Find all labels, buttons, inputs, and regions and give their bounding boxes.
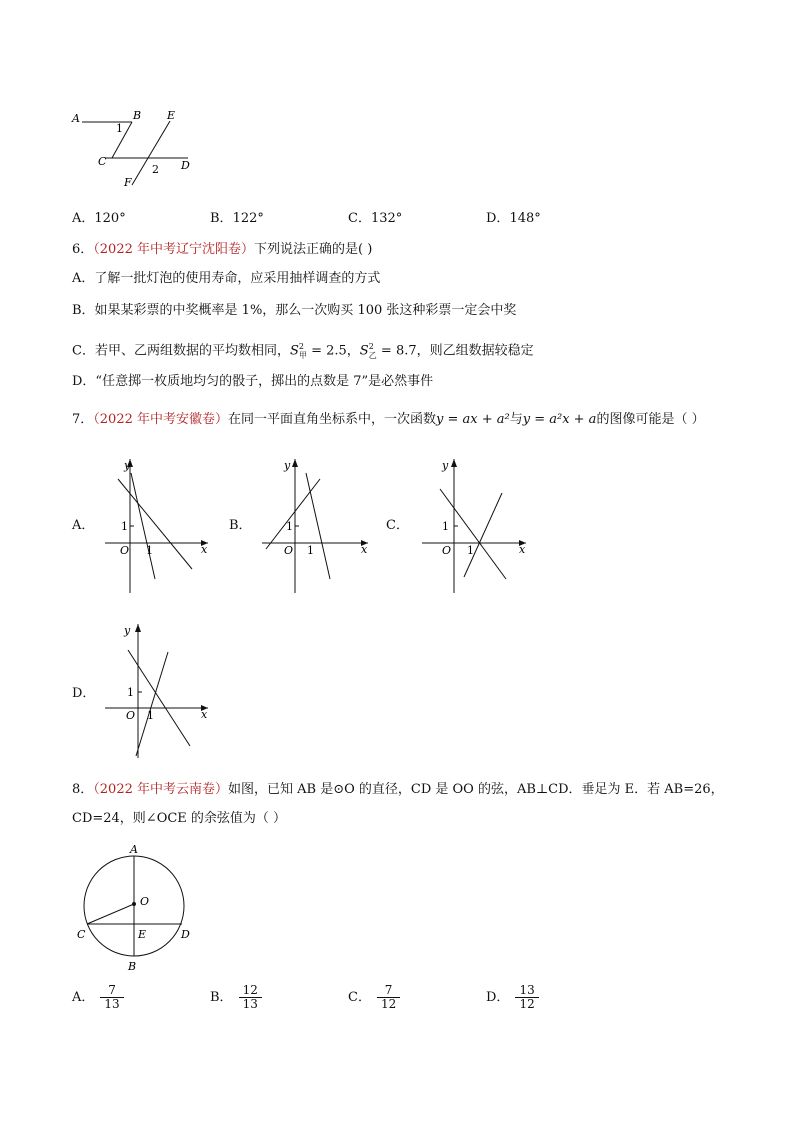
option-letter: B．: [210, 990, 233, 1005]
angle-2-label: 2: [152, 163, 159, 176]
option-text: C．若甲、乙两组数据的平均数相同，: [72, 343, 290, 359]
x-tick-1: 1: [146, 544, 153, 557]
equation-1: y = ax + a²: [436, 412, 510, 427]
option-letter: C．: [348, 211, 371, 226]
label-B: B: [128, 960, 137, 973]
option-text: 132°: [370, 211, 403, 226]
fraction: [102, 984, 121, 1011]
numerator: 12: [242, 983, 258, 997]
q5-option-b[interactable]: [210, 207, 264, 226]
option-letter: B．: [210, 211, 233, 226]
angle-1-label: 1: [116, 122, 123, 135]
option-text: = 8.7，则乙组数据较稳定: [376, 343, 534, 359]
q8-circle-figure: [72, 838, 202, 978]
label-C: C: [77, 928, 86, 941]
label-E: E: [138, 928, 147, 941]
q7-graph-a[interactable]: [100, 455, 215, 595]
question-text: 的图像可能是（ ）: [596, 412, 705, 427]
q8-option-a[interactable]: [72, 984, 122, 1011]
origin-label: O: [284, 544, 294, 557]
q6-stem: [72, 241, 372, 259]
label-O: O: [140, 895, 150, 908]
question-source: （2022 年中考云南卷）: [93, 782, 228, 797]
x-axis-label: x: [519, 543, 526, 556]
y-axis-label: y: [442, 459, 449, 472]
x-axis-label: x: [201, 708, 208, 721]
q6-option-b[interactable]: B．如果某彩票的中奖概率是 1%，那么一次购买 100 张这种彩票一定会中奖: [72, 303, 517, 318]
denominator: 12: [380, 997, 397, 1011]
variance-subscript: 乙: [368, 350, 377, 360]
fraction: [379, 984, 398, 1011]
q6-option-a[interactable]: A．了解一批灯泡的使用寿命，应采用抽样调查的方式: [72, 271, 381, 286]
q7-option-c-label[interactable]: C．: [386, 518, 409, 533]
option-text: = 2.5，: [306, 343, 360, 359]
option-text: 120°: [94, 211, 126, 226]
label-D: D: [181, 928, 190, 941]
question-number: 6．: [72, 242, 94, 257]
option-letter: D．: [486, 990, 510, 1005]
question-text: 在同一平面直角坐标系中，一次函数: [228, 412, 437, 427]
numerator: 7: [108, 983, 116, 997]
y-axis-label: y: [284, 459, 291, 472]
q5-option-c[interactable]: [348, 207, 402, 226]
label-B: B: [133, 109, 142, 122]
label-A: A: [72, 112, 80, 125]
variance-symbol: S: [359, 343, 369, 359]
question-text: 如图，已知 AB 是⊙O 的直径，CD 是 OO 的弦，AB⊥CD．垂足为 E．若 AB=26，: [228, 782, 724, 797]
option-letter: D．: [486, 211, 510, 226]
numerator: 7: [384, 983, 393, 997]
origin-label: O: [120, 544, 130, 557]
question-source: （2022 年中考安徽卷）: [93, 412, 228, 427]
fraction: [241, 984, 260, 1011]
equation-2: y = a²x + a: [522, 412, 597, 427]
label-D: D: [181, 159, 190, 172]
numerator: 13: [519, 983, 535, 997]
q5-figure: [68, 105, 208, 195]
option-letter: C．: [348, 990, 371, 1005]
x-axis-label: x: [361, 543, 368, 556]
variance-symbol: S: [289, 343, 299, 359]
question-source: （2022 年中考辽宁沈阳卷）: [93, 242, 254, 257]
q7-graph-c[interactable]: [418, 455, 533, 595]
q8-stem-line-2: CD=24，则∠OCE 的余弦值为（ ）: [72, 811, 287, 826]
option-letter: A．: [72, 990, 95, 1005]
q7-option-a-label[interactable]: A．: [72, 518, 95, 533]
denominator: 13: [242, 997, 258, 1011]
label-A: A: [130, 843, 138, 856]
denominator: 13: [104, 997, 120, 1011]
q7-stem: [72, 411, 705, 429]
question-text: 与: [509, 412, 523, 427]
y-tick-1: 1: [442, 520, 449, 533]
q7-graph-d[interactable]: [100, 620, 215, 760]
denominator: 12: [519, 997, 535, 1011]
option-text: 148°: [509, 211, 541, 226]
question-number: 8．: [72, 782, 94, 797]
q7-graph-b[interactable]: [260, 455, 375, 595]
question-number: 7．: [72, 412, 94, 427]
y-tick-1: 1: [286, 520, 293, 533]
label-E: E: [167, 109, 176, 122]
option-text: 122°: [232, 211, 264, 226]
origin-label: O: [126, 709, 136, 722]
x-axis-label: x: [201, 543, 208, 556]
q8-option-d[interactable]: [486, 984, 537, 1011]
y-tick-1: 1: [127, 686, 134, 699]
y-axis-label: y: [124, 624, 131, 637]
fraction: [517, 984, 536, 1011]
q8-stem-line-1: [72, 781, 724, 799]
q5-option-a[interactable]: [72, 207, 126, 226]
x-tick-1: 1: [147, 709, 154, 722]
q6-option-d[interactable]: D．“任意掷一枚质地均匀的骰子，掷出的点数是 7”是必然事件: [72, 374, 434, 389]
option-letter: A．: [72, 211, 95, 226]
q8-option-c[interactable]: [348, 984, 398, 1011]
x-tick-1: 1: [467, 544, 474, 557]
q5-option-d[interactable]: [486, 207, 541, 226]
origin-label: O: [442, 544, 452, 557]
y-tick-1: 1: [121, 520, 128, 533]
q7-option-b-label[interactable]: B．: [229, 518, 252, 533]
q7-option-d-label[interactable]: D．: [72, 686, 96, 701]
variance-subscript: 甲: [298, 350, 307, 360]
question-text: 下列说法正确的是( ): [254, 242, 373, 257]
x-tick-1: 1: [307, 544, 314, 557]
y-axis-label: y: [124, 459, 131, 472]
q8-option-b[interactable]: [210, 984, 260, 1011]
label-C: C: [98, 155, 107, 168]
label-F: F: [124, 176, 132, 189]
q6-option-c[interactable]: C．若甲、乙两组数据的平均数相同，$S^2_甲 = 2.5$，$S^2_乙 = 8.7$，则乙组数据较稳定: [72, 342, 534, 360]
